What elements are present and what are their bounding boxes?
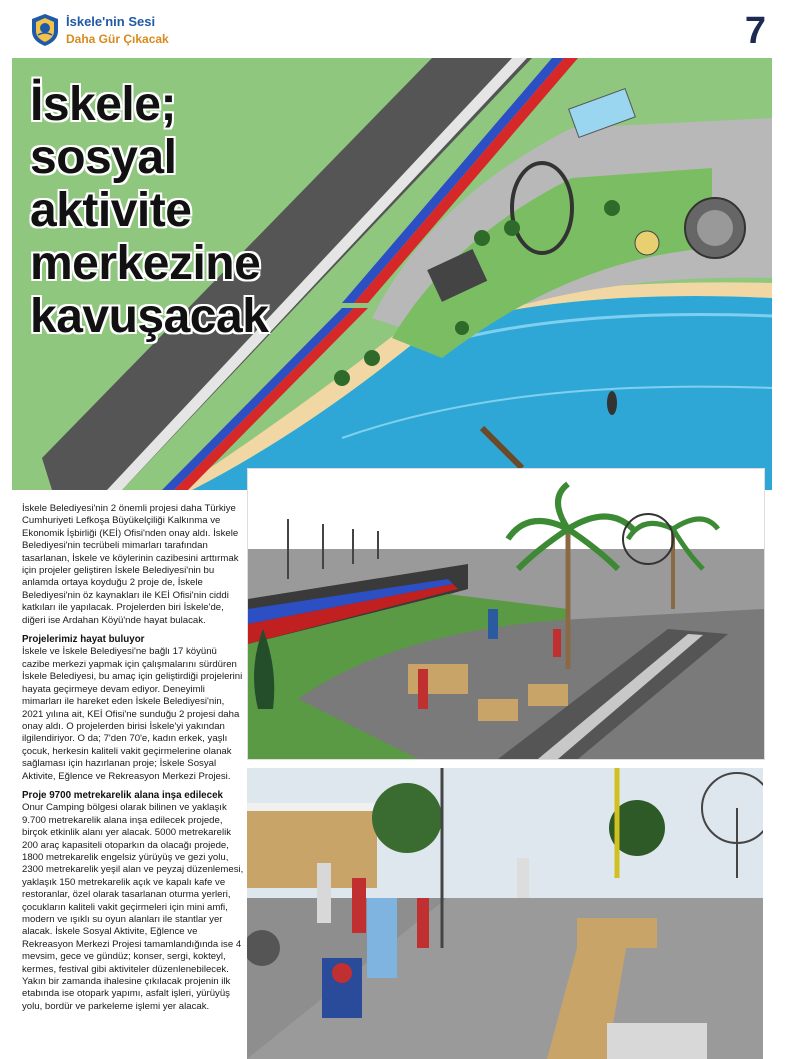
section-paragraph-1: İskele ve İskele Belediyesi'ne bağlı 17 köyünü cazibe merkezi yapmak için çalışmalarını sürdüren İskele Belediyesi, bu amaç için geliştirdiği projelerini hayata geçirmeye devam ediyor. Deneyimli mimarları ile hareket eden İskele Belediyesi'nin, 2021 yılına ait, KEİ Ofisi'ne sunduğu 2 projesi daha onay aldı. O projelerden birisi İskele'yi yakından ilgilendiriyor. O da; 7'den 70'e, kadın erkek, yaşlı çocuk, herkesin kaliteli vakit geçirmelerine olanak sağlaması için hazırlanan proje; İskele Sosyal Aktivite, Eğlence ve Rekreasyon Merkezi Projesi. xyxy=(22,646,243,782)
page-header xyxy=(0,0,800,58)
intro-paragraph: İskele Belediyesi'nin 2 önemli projesi daha Türkiye Cumhuriyeti Lefkoşa Büyükelçiliği Kalkınma ve Ekonomik İşbirliği (KEİ) Ofisi'nden onay aldı. İskele Belediyesi'nin tecrübeli mimarları tarafından tasarlanan, İskele ve köylerinin cazibesini arttırmak için projeler geliştiren İskele Belediyesi'nin bu anlamda ortaya koyduğu 2 proje de, İskele Belediyesi'nin öz kaynakları ile KEİ Ofisi'nin ciddi katkıları ile yapılacak. Projelerden biri İskele'de, diğeri ise Ardahan Köyü'nde hayat bulacak. xyxy=(22,503,239,626)
hero-aerial-image xyxy=(12,58,772,490)
plaza-render-illustration xyxy=(247,768,763,1059)
title-line: kavuşacak xyxy=(30,290,269,343)
title-line: aktivite xyxy=(30,184,192,237)
section-paragraph-2: Onur Camping bölgesi olarak bilinen ve yaklaşık 9.700 metrekarelik alana inşa edilecek projede, birçok etkinlik alanı yer alacak. 5000 metrekarelik 200 araç kapasiteli otoparkın da olacağı projede, 1800 metrekarelik engelsiz yürüyüş ve gezi yolu, 2300 metrekarelik yeşil alan ve peyzaj düzenlemesi, yaklaşık 150 metrekarelik açık ve kapalı kafe ve restoranlar, özel olarak tasarlanan oturma yerleri, çocukların kaliteli vakit geçirmeleri için mini amfi, modern ve ışıklı su oyun alanları ile stantlar yer alacak. İskele Sosyal Aktivite, Eğlence ve Rekreasyon Merkezi Projesi tamamlandığında ise 4 mevsim, gece ve gündüz; konser, sergi, kokteyl, kermes, festival gibi aktiviteler düzenlenebilecek. xyxy=(22,802,244,975)
title-line: İskele; xyxy=(30,78,176,131)
section-heading-2: Proje 9700 metrekarelik alana inşa edilecek xyxy=(22,789,223,801)
title-line: merkezine xyxy=(30,237,261,290)
section-heading-1: Projelerimiz hayat buluyor xyxy=(22,634,145,646)
article-title xyxy=(30,78,268,343)
page-number: 7 xyxy=(744,10,766,52)
section-paragraph-3: Yakın bir zamanda ihalesine çıkılacak projenin ilk etabında ise otopark yapımı, asfalt işleri, yürüyüş yolu, bordür ve parkeleme işlemi yer alacak. xyxy=(22,976,231,1012)
brand-line-1: İskele'nin Sesi xyxy=(66,14,156,29)
brand-line-2: Daha Gür Çıkacak xyxy=(66,32,169,46)
promenade-render-image xyxy=(247,468,765,760)
iskele-seal-logo-icon xyxy=(30,13,60,47)
promenade-render-illustration xyxy=(248,469,764,759)
title-line: sosyal xyxy=(30,131,177,184)
plaza-render-image xyxy=(247,768,763,1059)
article-body xyxy=(22,503,244,1020)
